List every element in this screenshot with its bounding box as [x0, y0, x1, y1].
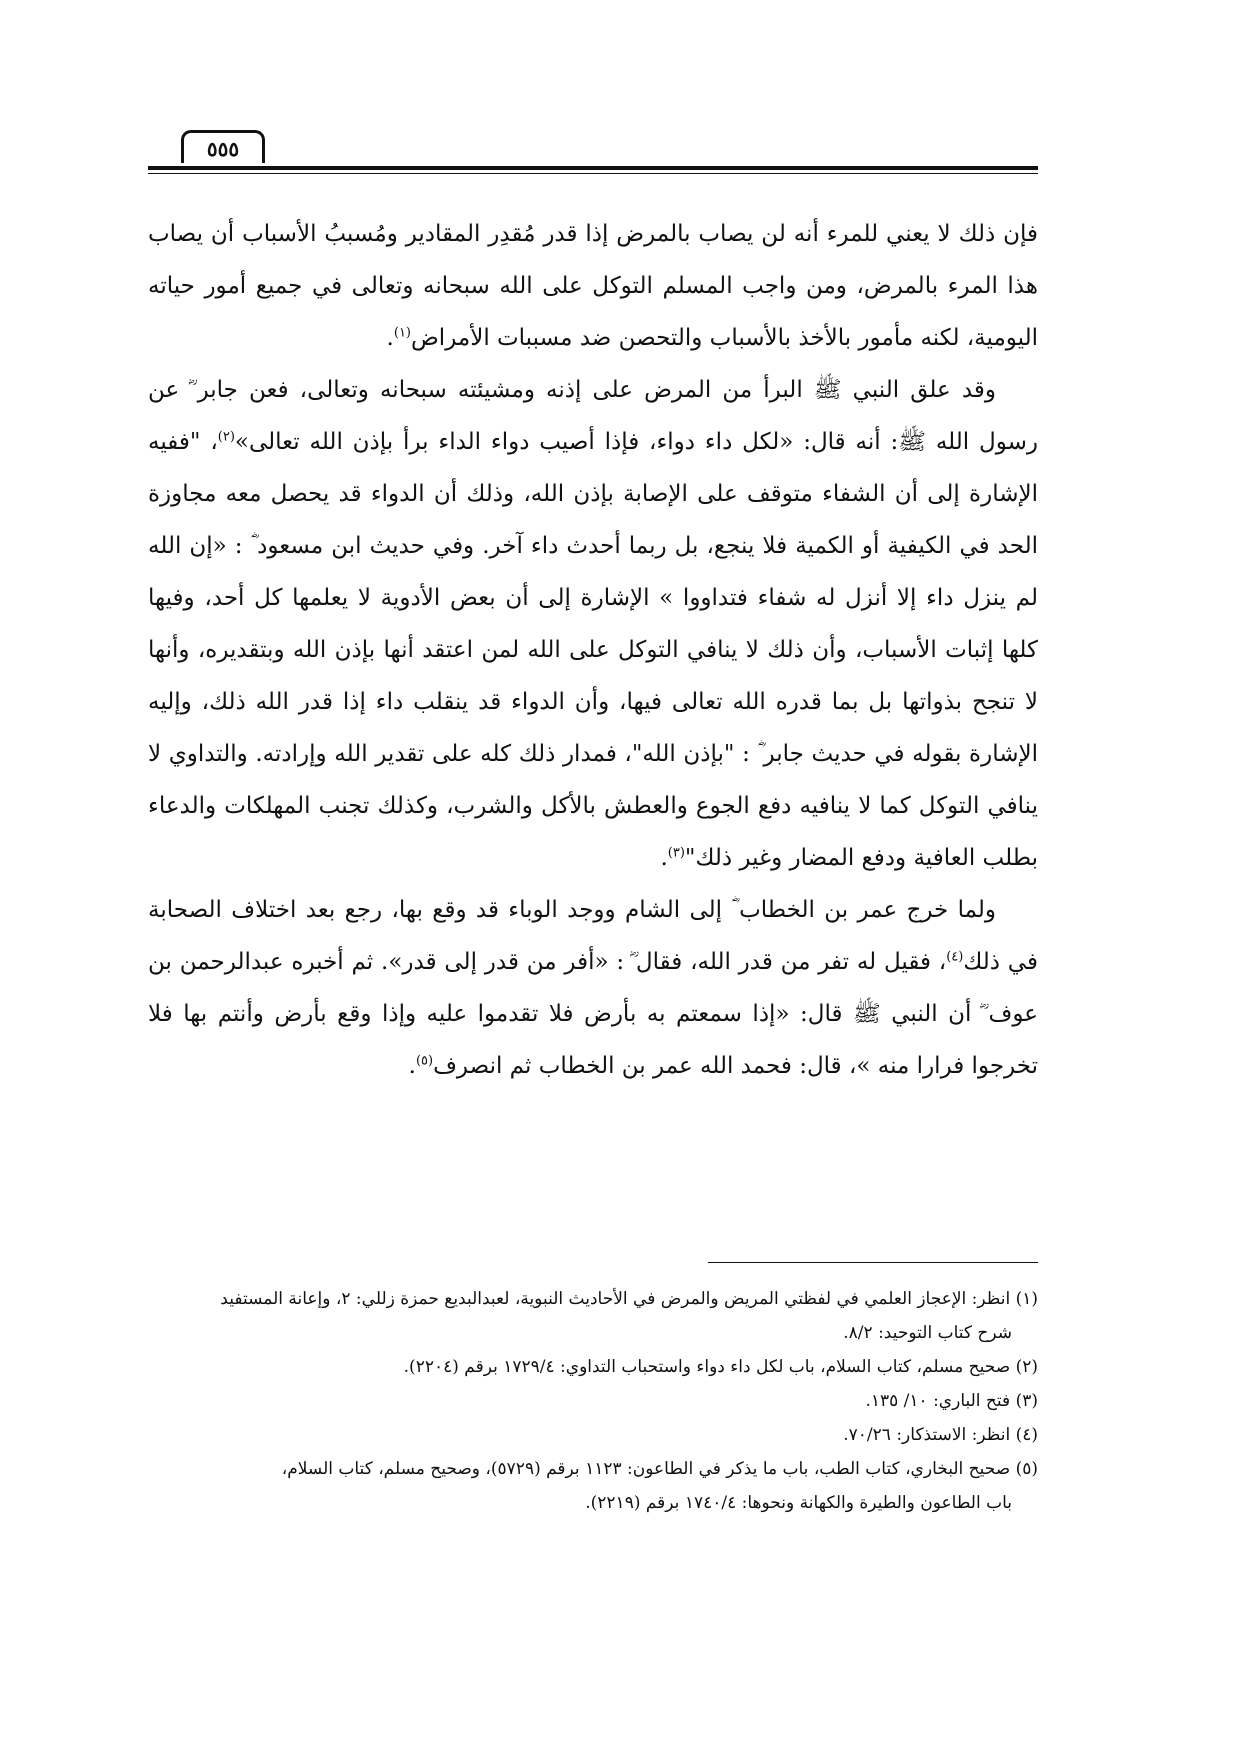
paragraph-3: ولما خرج عمر بن الخطاب ؓ إلى الشام ووجد الوباء قد وقع بها، رجع بعد اختلاف الصحابة في ذلك$^{(٤)}$، فقيل له تفر من قدر الله، فقال ؓ : «أفر من قدر إلى قدر». ثم أخبره عبدالرحمن بن عوف ؓ أن النبي ﷺ قال: «إذا سمعتم به بأرض فلا تقدموا عليه وإذا وقع بأرض وأنتم بها فلا تخرجوا فرارا منه »، قال: فحمد الله عمر بن الخطاب ثم انصرف$^{(٥)}$.: [148, 897, 1038, 1079]
footnote-ref-2[interactable]: (٢): [217, 429, 235, 445]
footnote-ref-1[interactable]: (١): [393, 325, 411, 341]
footnote-number: (٥): [1015, 1459, 1038, 1479]
footnote-separator: [708, 1262, 1038, 1263]
footnote-4: (٤) انظر: الاستذكار: ٧٠/٢٦.: [843, 1425, 1038, 1445]
paragraph-1: فإن ذلك لا يعني للمرء أنه لن يصاب بالمرض إذا قدر مُقدِر المقادير ومُسببُ الأسباب أن يصاب هذا المرء بالمرض، ومن واجب المسلم التوكل على الله سبحانه وتعالى في جميع أمور حياته اليومية، لكنه مأمور بالأخذ بالأسباب والتحصن ضد مسببات الأمراض$^{(١)}$.: [148, 221, 1038, 351]
paragraph-2: وقد علق النبي ﷺ البرأ من المرض على إذنه ومشيئته سبحانه وتعالى، فعن جابر ؓ عن رسول الله ﷺ: أنه قال: «لكل داء دواء، فإذا أصيب دواء الداء برأ بإذن الله تعالى»$^{(٢)}$، "ففيه الإشارة إلى أن الشفاء متوقف على الإصابة بإذن الله، وذلك أن الدواء قد يحصل معه مجاوزة الحد في الكيفية أو الكمية فلا ينجع، بل ربما أحدث داء آخر. وفي حديث ابن مسعود ؓ : «إن الله لم ينزل داء إلا أنزل له شفاء فتداووا » الإشارة إلى أن بعض الأدوية لا يعلمها كل أحد، وفيها كلها إثبات الأسباب، وأن ذلك لا ينافي التوكل على الله لمن اعتقد أنها بإذن الله وبتقديره، وأنها لا تنجح بذواتها بل بما قدره الله تعالى فيها، وأن الدواء قد ينقلب داء إذا قدر الله ذلك، وإليه الإشارة بقوله في حديث جابر ؓ : "بإذن الله"، فمدار ذلك كله على تقدير الله وإرادته. والتداوي لا ينافي التوكل كما لا ينافيه دفع الجوع والعطش بالأكل والشرب، وكذلك تجنب المهلكات والدعاء بطلب العافية ودفع المضار وغير ذلك"$^{(٣)}$.: [148, 377, 1038, 871]
page-number: ٥٥٥: [181, 130, 265, 163]
header-rule: [148, 166, 1038, 170]
footnote-ref-4[interactable]: (٤): [946, 949, 964, 965]
footnote-ref-5[interactable]: (٥): [415, 1053, 434, 1069]
footnote-number: (٢): [1015, 1357, 1038, 1377]
footnote-number: (٤): [1015, 1425, 1038, 1445]
footnote-3: (٣) فتح الباري: ١٠/ ١٣٥.: [865, 1391, 1038, 1411]
footnote-number: (٣): [1015, 1391, 1038, 1411]
page-header: [148, 130, 1038, 170]
footnote-ref-3[interactable]: (٣): [667, 845, 685, 861]
footnotes: [148, 1282, 1038, 1520]
footnote-5: (٥) صحيح البخاري، كتاب الطب، باب ما يذكر في الطاعون: ١١٢٣ برقم (٥٧٢٩)، وصحيح مسلم، كتاب السلام، باب الطاعون والطيرة والكهانة ونحوها: ١٧٤٠/٤ برقم (٢٢١٩).: [281, 1459, 1038, 1513]
footnote-1: (١) انظر: الإعجاز العلمي في لفظتي المريض والمرض في الأحاديث النبوية، لعبدالبديع حمزة زللي: ٢، وإعانة المستفيد شرح كتاب التوحيد: ٨/٢.: [220, 1289, 1038, 1343]
header-rule-thin: [148, 173, 1038, 174]
footnote-2: (٢) صحيح مسلم، كتاب السلام، باب لكل داء دواء واستحباب التداوي: ١٧٢٩/٤ برقم (٢٢٠٤).: [403, 1357, 1038, 1377]
footnote-number: (١): [1015, 1289, 1038, 1309]
main-text: [148, 208, 1038, 1092]
